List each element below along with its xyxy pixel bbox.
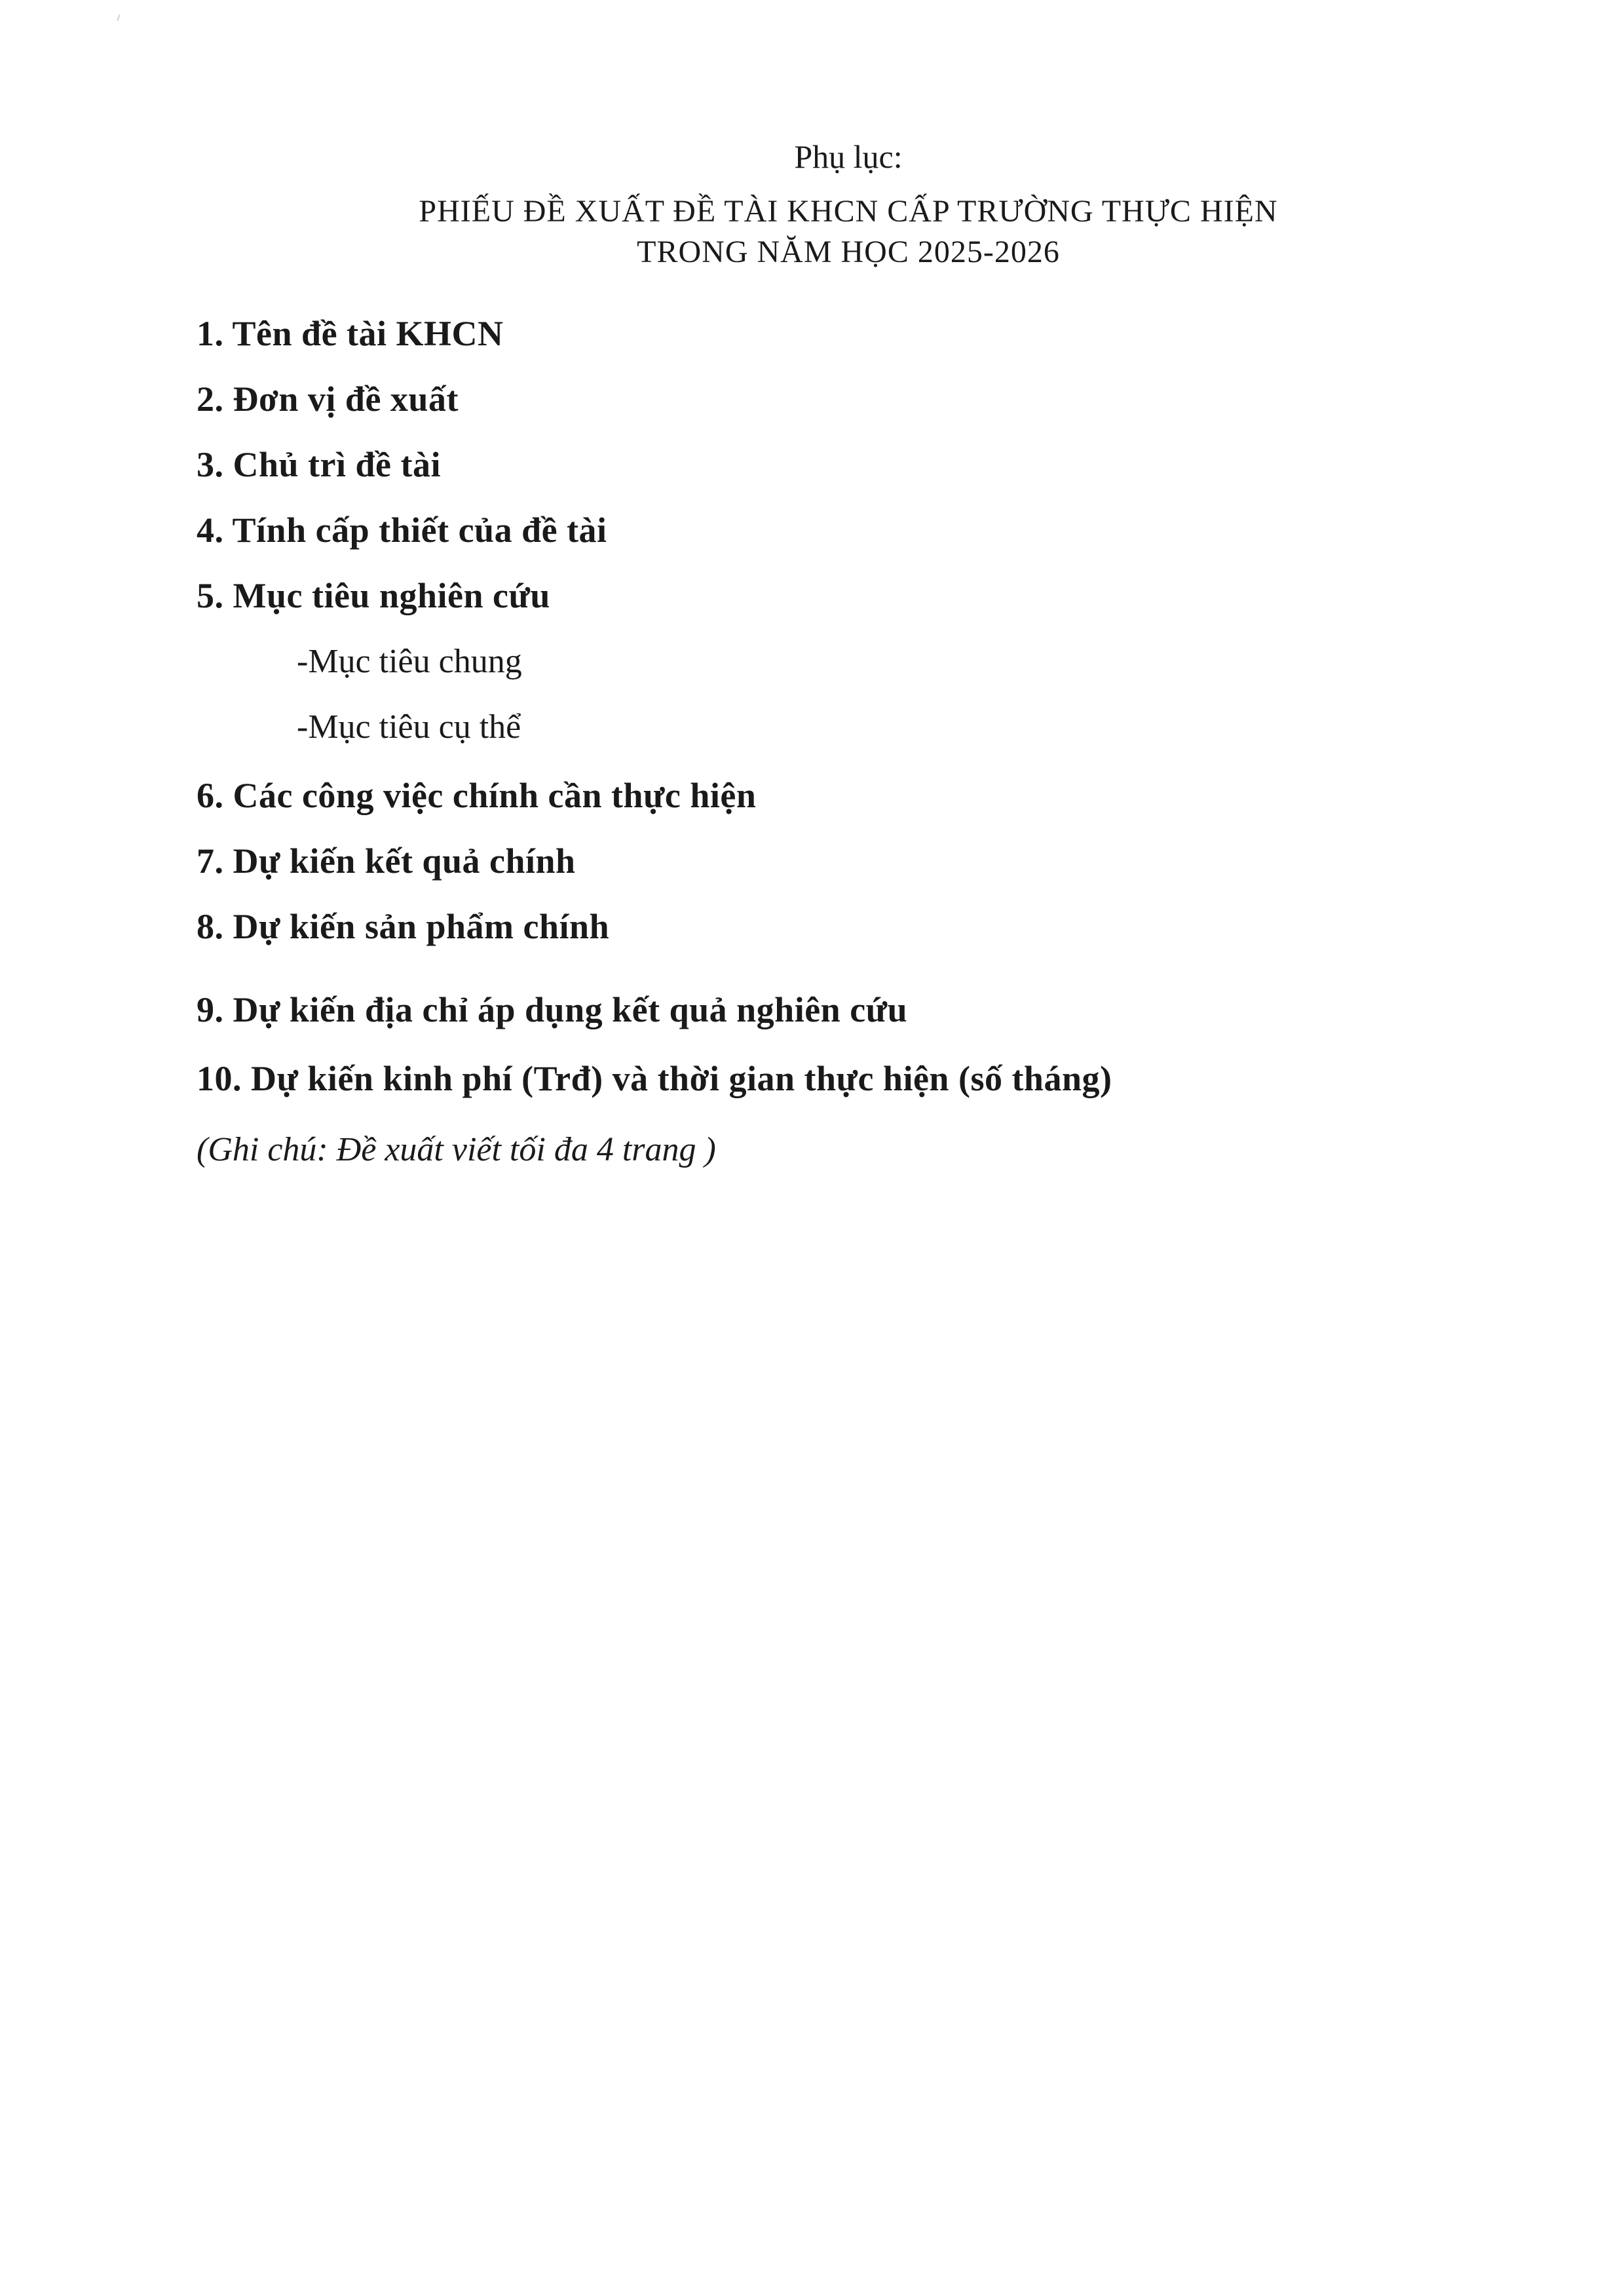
item-principal-investigator: 3. Chủ trì đề tài — [197, 445, 441, 484]
item-proposing-unit: 2. Đơn vị đề xuất — [197, 379, 459, 419]
sub-item-general-objective: -Mục tiêu chung — [297, 643, 522, 680]
item-research-objectives: 5. Mục tiêu nghiên cứu — [197, 576, 550, 615]
appendix-label: Phụ lục: — [794, 138, 903, 175]
item-main-tasks: 6. Các công việc chính cần thực hiện — [197, 776, 757, 815]
sub-item-specific-objective: -Mục tiêu cụ thể — [297, 708, 521, 746]
document-title-line-1: PHIẾU ĐỀ XUẤT ĐỀ TÀI KHCN CẤP TRƯỜNG THỰC HIỆN — [419, 194, 1278, 229]
item-expected-products: 8. Dự kiến sản phẩm chính — [197, 907, 610, 946]
item-budget-and-duration: 10. Dự kiến kinh phí (Trđ) và thời gian thực hiện (số tháng) — [197, 1059, 1112, 1098]
scan-artifact — [117, 14, 120, 21]
footnote: (Ghi chú: Đề xuất viết tối đa 4 trang ) — [197, 1131, 716, 1168]
item-urgency: 4. Tính cấp thiết của đề tài — [197, 510, 607, 550]
item-topic-name: 1. Tên đề tài KHCN — [197, 314, 504, 353]
item-expected-results: 7. Dự kiến kết quả chính — [197, 841, 576, 881]
item-application-address: 9. Dự kiến địa chỉ áp dụng kết quả nghiên cứu — [197, 990, 908, 1029]
document-title-line-2: TRONG NĂM HỌC 2025-2026 — [637, 235, 1060, 269]
